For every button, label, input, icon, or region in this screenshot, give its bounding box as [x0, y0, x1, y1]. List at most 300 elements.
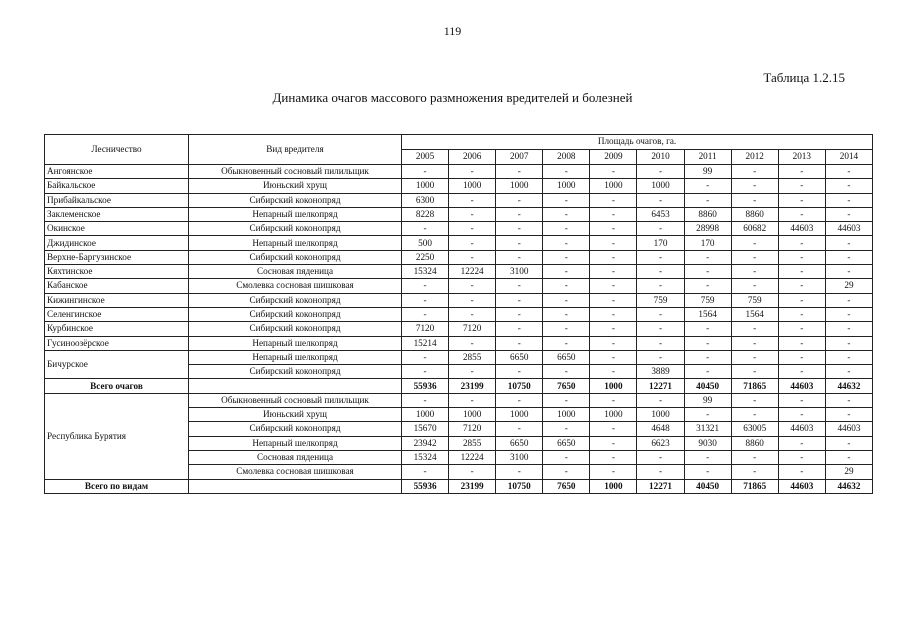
- pest-cell: Сибирский коконопряд: [189, 250, 402, 264]
- value-cell: 99: [684, 393, 731, 407]
- pest-cell: Сибирский коконопряд: [189, 222, 402, 236]
- header-year: 2009: [590, 150, 637, 165]
- pest-cell: Сибирский коконопряд: [189, 307, 402, 321]
- pest-cell: Сибирский коконопряд: [189, 322, 402, 336]
- value-cell: -: [684, 193, 731, 207]
- value-cell: 44603: [825, 222, 872, 236]
- value-cell: -: [778, 336, 825, 350]
- header-pest: Вид вредителя: [189, 135, 402, 165]
- group-row-republic: [45, 393, 873, 407]
- value-cell: -: [825, 293, 872, 307]
- value-cell: -: [825, 265, 872, 279]
- value-cell: -: [402, 365, 449, 379]
- value-cell: -: [496, 193, 543, 207]
- value-cell: -: [590, 422, 637, 436]
- value-cell: -: [637, 193, 684, 207]
- header-year: 2013: [778, 150, 825, 165]
- value-cell: 15324: [402, 265, 449, 279]
- value-cell: -: [543, 265, 590, 279]
- value-cell: -: [731, 265, 778, 279]
- value-cell: -: [825, 450, 872, 464]
- value-cell: -: [543, 322, 590, 336]
- table-row: [45, 265, 873, 279]
- table-title: Динамика очагов массового размножения вредителей и болезней: [272, 90, 633, 105]
- value-cell: 1000: [402, 179, 449, 193]
- value-cell: -: [590, 193, 637, 207]
- value-cell: 12224: [449, 265, 496, 279]
- value-cell: -: [684, 465, 731, 479]
- pest-cell: Сибирский коконопряд: [189, 365, 402, 379]
- value-cell: 8860: [684, 207, 731, 221]
- value-cell: -: [402, 465, 449, 479]
- value-cell: -: [543, 293, 590, 307]
- value-cell: -: [825, 336, 872, 350]
- header-year: 2006: [449, 150, 496, 165]
- value-cell: 40450: [684, 479, 731, 493]
- value-cell: 1000: [449, 408, 496, 422]
- value-cell: 2855: [449, 350, 496, 364]
- value-cell: -: [543, 336, 590, 350]
- value-cell: -: [637, 265, 684, 279]
- value-cell: -: [543, 236, 590, 250]
- value-cell: -: [825, 408, 872, 422]
- value-cell: -: [496, 336, 543, 350]
- value-cell: -: [731, 350, 778, 364]
- value-cell: -: [684, 250, 731, 264]
- value-cell: -: [731, 365, 778, 379]
- value-cell: 44603: [825, 422, 872, 436]
- value-cell: 15214: [402, 336, 449, 350]
- value-cell: 3100: [496, 450, 543, 464]
- value-cell: 23199: [449, 479, 496, 493]
- value-cell: -: [825, 207, 872, 221]
- pest-cell: Обыкновенный сосновый пилильщик: [189, 165, 402, 179]
- value-cell: 55936: [402, 379, 449, 393]
- value-cell: 3100: [496, 265, 543, 279]
- value-cell: -: [496, 207, 543, 221]
- group-row-bichur: [45, 350, 873, 364]
- value-cell: -: [731, 450, 778, 464]
- value-cell: 3889: [637, 365, 684, 379]
- value-cell: 44632: [825, 379, 872, 393]
- pest-cell: Сибирский коконопряд: [189, 293, 402, 307]
- table-row: [45, 307, 873, 321]
- forestry-cell: Окинское: [45, 222, 189, 236]
- value-cell: 1000: [496, 408, 543, 422]
- value-cell: -: [496, 293, 543, 307]
- value-cell: 29: [825, 279, 872, 293]
- value-cell: -: [778, 307, 825, 321]
- value-cell: -: [590, 236, 637, 250]
- value-cell: 6453: [637, 207, 684, 221]
- value-cell: -: [449, 365, 496, 379]
- value-cell: -: [825, 436, 872, 450]
- header-area: Площадь очагов, га.: [402, 135, 873, 150]
- value-cell: -: [496, 236, 543, 250]
- value-cell: -: [778, 350, 825, 364]
- value-cell: -: [731, 393, 778, 407]
- value-cell: -: [590, 293, 637, 307]
- value-cell: -: [590, 336, 637, 350]
- value-cell: -: [731, 250, 778, 264]
- value-cell: 44603: [778, 422, 825, 436]
- value-cell: 44603: [778, 379, 825, 393]
- value-cell: -: [778, 236, 825, 250]
- table-row: [45, 250, 873, 264]
- value-cell: 28998: [684, 222, 731, 236]
- value-cell: -: [449, 193, 496, 207]
- pest-cell: Сосновая пяденица: [189, 450, 402, 464]
- value-cell: 1000: [402, 408, 449, 422]
- value-cell: -: [449, 207, 496, 221]
- value-cell: -: [496, 422, 543, 436]
- value-cell: 71865: [731, 379, 778, 393]
- value-cell: -: [496, 165, 543, 179]
- value-cell: 6650: [496, 350, 543, 364]
- value-cell: -: [402, 222, 449, 236]
- value-cell: -: [590, 279, 637, 293]
- pest-cell: Непарный шелкопряд: [189, 336, 402, 350]
- value-cell: 71865: [731, 479, 778, 493]
- value-cell: 6650: [496, 436, 543, 450]
- value-cell: -: [684, 365, 731, 379]
- value-cell: -: [402, 350, 449, 364]
- value-cell: -: [402, 293, 449, 307]
- value-cell: -: [731, 279, 778, 293]
- pest-cell: Сибирский коконопряд: [189, 422, 402, 436]
- value-cell: 60682: [731, 222, 778, 236]
- value-cell: -: [731, 322, 778, 336]
- value-cell: -: [543, 307, 590, 321]
- value-cell: -: [778, 250, 825, 264]
- value-cell: -: [543, 393, 590, 407]
- forestry-cell: Верхне-Баргузинское: [45, 250, 189, 264]
- value-cell: -: [825, 179, 872, 193]
- value-cell: 170: [684, 236, 731, 250]
- value-cell: -: [496, 322, 543, 336]
- value-cell: -: [684, 279, 731, 293]
- value-cell: 6623: [637, 436, 684, 450]
- header-year: 2012: [731, 150, 778, 165]
- table-header: [45, 135, 873, 165]
- total-species-row: [45, 479, 873, 493]
- value-cell: -: [778, 179, 825, 193]
- pest-cell: Непарный шелкопряд: [189, 236, 402, 250]
- table-row: [45, 293, 873, 307]
- value-cell: -: [590, 393, 637, 407]
- value-cell: 1000: [590, 379, 637, 393]
- value-cell: 44603: [778, 222, 825, 236]
- value-cell: 12271: [637, 479, 684, 493]
- value-cell: -: [449, 293, 496, 307]
- value-cell: -: [684, 265, 731, 279]
- value-cell: 1564: [731, 307, 778, 321]
- value-cell: 12271: [637, 379, 684, 393]
- value-cell: -: [825, 350, 872, 364]
- value-cell: 4648: [637, 422, 684, 436]
- pest-cell: Непарный шелкопряд: [189, 350, 402, 364]
- value-cell: 10750: [496, 479, 543, 493]
- value-cell: -: [449, 250, 496, 264]
- value-cell: -: [496, 365, 543, 379]
- pest-cell: Июньский хрущ: [189, 408, 402, 422]
- value-cell: 1000: [449, 179, 496, 193]
- value-cell: 23942: [402, 436, 449, 450]
- value-cell: 55936: [402, 479, 449, 493]
- value-cell: -: [402, 307, 449, 321]
- value-cell: -: [590, 222, 637, 236]
- pest-cell: Сосновая пяденица: [189, 265, 402, 279]
- value-cell: -: [825, 322, 872, 336]
- value-cell: -: [402, 165, 449, 179]
- value-cell: -: [778, 322, 825, 336]
- forestry-cell: Прибайкальское: [45, 193, 189, 207]
- value-cell: 9030: [684, 436, 731, 450]
- value-cell: -: [590, 465, 637, 479]
- forestry-cell: Джидинское: [45, 236, 189, 250]
- value-cell: 1000: [496, 179, 543, 193]
- value-cell: -: [778, 436, 825, 450]
- forestry-cell: Гусиноозёрское: [45, 336, 189, 350]
- header-year: 2014: [825, 150, 872, 165]
- value-cell: -: [590, 436, 637, 450]
- value-cell: -: [731, 179, 778, 193]
- value-cell: -: [449, 236, 496, 250]
- header-year: 2010: [637, 150, 684, 165]
- value-cell: 1000: [590, 479, 637, 493]
- value-cell: -: [825, 193, 872, 207]
- table-row: [45, 222, 873, 236]
- value-cell: -: [778, 207, 825, 221]
- header-year: 2008: [543, 150, 590, 165]
- value-cell: 10750: [496, 379, 543, 393]
- value-cell: -: [543, 165, 590, 179]
- forestry-cell: Заклеменское: [45, 207, 189, 221]
- value-cell: -: [590, 322, 637, 336]
- forestry-cell: Республика Бурятия: [45, 393, 189, 479]
- value-cell: -: [449, 336, 496, 350]
- value-cell: -: [731, 165, 778, 179]
- forestry-cell: Байкальское: [45, 179, 189, 193]
- value-cell: -: [496, 279, 543, 293]
- value-cell: 44603: [778, 479, 825, 493]
- value-cell: 15670: [402, 422, 449, 436]
- value-cell: -: [637, 350, 684, 364]
- value-cell: -: [590, 350, 637, 364]
- page-number: 119: [443, 24, 462, 38]
- value-cell: -: [825, 365, 872, 379]
- value-cell: -: [449, 307, 496, 321]
- table-row: [45, 236, 873, 250]
- value-cell: 759: [684, 293, 731, 307]
- value-cell: 1000: [637, 179, 684, 193]
- value-cell: 2855: [449, 436, 496, 450]
- value-cell: 99: [684, 165, 731, 179]
- pest-cell: Июньский хрущ: [189, 179, 402, 193]
- value-cell: 44632: [825, 479, 872, 493]
- forestry-cell: Бичурское: [45, 350, 189, 379]
- value-cell: 15324: [402, 450, 449, 464]
- value-cell: -: [731, 408, 778, 422]
- value-cell: -: [543, 207, 590, 221]
- value-cell: 500: [402, 236, 449, 250]
- pest-foci-table: [44, 134, 873, 494]
- value-cell: -: [590, 307, 637, 321]
- value-cell: 170: [637, 236, 684, 250]
- value-cell: -: [543, 250, 590, 264]
- table-row: [45, 179, 873, 193]
- value-cell: 29: [825, 465, 872, 479]
- table-row: [45, 165, 873, 179]
- value-cell: 2250: [402, 250, 449, 264]
- value-cell: -: [590, 165, 637, 179]
- value-cell: -: [637, 279, 684, 293]
- empty-cell: [189, 479, 402, 493]
- value-cell: -: [637, 336, 684, 350]
- pest-cell: Непарный шелкопряд: [189, 207, 402, 221]
- value-cell: -: [449, 279, 496, 293]
- value-cell: -: [637, 393, 684, 407]
- empty-cell: [189, 379, 402, 393]
- value-cell: -: [778, 279, 825, 293]
- value-cell: -: [637, 165, 684, 179]
- value-cell: 23199: [449, 379, 496, 393]
- value-cell: -: [778, 293, 825, 307]
- value-cell: -: [684, 322, 731, 336]
- value-cell: -: [496, 307, 543, 321]
- value-cell: -: [684, 350, 731, 364]
- value-cell: 1000: [543, 408, 590, 422]
- table-row: [45, 322, 873, 336]
- value-cell: -: [590, 250, 637, 264]
- table-label: Таблица 1.2.15: [763, 70, 845, 85]
- total-label: Всего по видам: [45, 479, 189, 493]
- value-cell: 6300: [402, 193, 449, 207]
- value-cell: -: [778, 165, 825, 179]
- value-cell: 759: [731, 293, 778, 307]
- value-cell: -: [496, 250, 543, 264]
- total-label: Всего очагов: [45, 379, 189, 393]
- value-cell: -: [496, 465, 543, 479]
- value-cell: -: [778, 365, 825, 379]
- forestry-cell: Ангоянское: [45, 165, 189, 179]
- value-cell: 6650: [543, 436, 590, 450]
- value-cell: -: [637, 307, 684, 321]
- value-cell: 1000: [543, 179, 590, 193]
- value-cell: 12224: [449, 450, 496, 464]
- table-row: [45, 207, 873, 221]
- value-cell: -: [684, 336, 731, 350]
- value-cell: 8860: [731, 207, 778, 221]
- value-cell: -: [590, 265, 637, 279]
- value-cell: -: [778, 450, 825, 464]
- value-cell: -: [825, 165, 872, 179]
- value-cell: 31321: [684, 422, 731, 436]
- value-cell: -: [543, 279, 590, 293]
- value-cell: -: [449, 222, 496, 236]
- value-cell: -: [402, 279, 449, 293]
- header-year: 2007: [496, 150, 543, 165]
- value-cell: 7120: [449, 322, 496, 336]
- header-forestry: Лесничество: [45, 135, 189, 165]
- value-cell: 63005: [731, 422, 778, 436]
- value-cell: -: [637, 322, 684, 336]
- value-cell: 7120: [449, 422, 496, 436]
- value-cell: -: [543, 193, 590, 207]
- value-cell: -: [778, 393, 825, 407]
- value-cell: -: [590, 450, 637, 464]
- value-cell: 40450: [684, 379, 731, 393]
- value-cell: -: [731, 193, 778, 207]
- value-cell: -: [684, 450, 731, 464]
- value-cell: -: [637, 465, 684, 479]
- value-cell: 8228: [402, 207, 449, 221]
- value-cell: 7120: [402, 322, 449, 336]
- value-cell: -: [543, 465, 590, 479]
- value-cell: -: [825, 236, 872, 250]
- value-cell: -: [825, 250, 872, 264]
- value-cell: -: [590, 207, 637, 221]
- table-row: [45, 279, 873, 293]
- pest-cell: Непарный шелкопряд: [189, 436, 402, 450]
- value-cell: -: [731, 465, 778, 479]
- value-cell: -: [449, 465, 496, 479]
- value-cell: 8860: [731, 436, 778, 450]
- total-foci-row: [45, 379, 873, 393]
- value-cell: -: [543, 222, 590, 236]
- table-body: [45, 165, 873, 494]
- forestry-cell: Кижингинское: [45, 293, 189, 307]
- value-cell: -: [543, 422, 590, 436]
- value-cell: -: [684, 408, 731, 422]
- forestry-cell: Селенгинское: [45, 307, 189, 321]
- value-cell: -: [496, 222, 543, 236]
- value-cell: -: [543, 450, 590, 464]
- value-cell: -: [637, 222, 684, 236]
- forestry-cell: Кабанское: [45, 279, 189, 293]
- value-cell: 1000: [590, 179, 637, 193]
- value-cell: -: [684, 179, 731, 193]
- value-cell: -: [731, 336, 778, 350]
- value-cell: 1000: [637, 408, 684, 422]
- forestry-cell: Кяхтинское: [45, 265, 189, 279]
- value-cell: -: [637, 450, 684, 464]
- table-row: [45, 193, 873, 207]
- pest-cell: Обыкновенный сосновый пилильщик: [189, 393, 402, 407]
- value-cell: -: [778, 465, 825, 479]
- value-cell: -: [449, 165, 496, 179]
- value-cell: -: [543, 365, 590, 379]
- value-cell: -: [637, 250, 684, 264]
- value-cell: 1564: [684, 307, 731, 321]
- value-cell: -: [778, 408, 825, 422]
- value-cell: -: [778, 265, 825, 279]
- value-cell: 7650: [543, 379, 590, 393]
- value-cell: 759: [637, 293, 684, 307]
- header-year: 2011: [684, 150, 731, 165]
- value-cell: 7650: [543, 479, 590, 493]
- value-cell: -: [825, 307, 872, 321]
- value-cell: -: [402, 393, 449, 407]
- value-cell: -: [825, 393, 872, 407]
- pest-cell: Смолевка сосновая шишковая: [189, 465, 402, 479]
- value-cell: -: [778, 193, 825, 207]
- value-cell: -: [590, 365, 637, 379]
- value-cell: 1000: [590, 408, 637, 422]
- forestry-cell: Курбинское: [45, 322, 189, 336]
- table-row: [45, 336, 873, 350]
- value-cell: -: [731, 236, 778, 250]
